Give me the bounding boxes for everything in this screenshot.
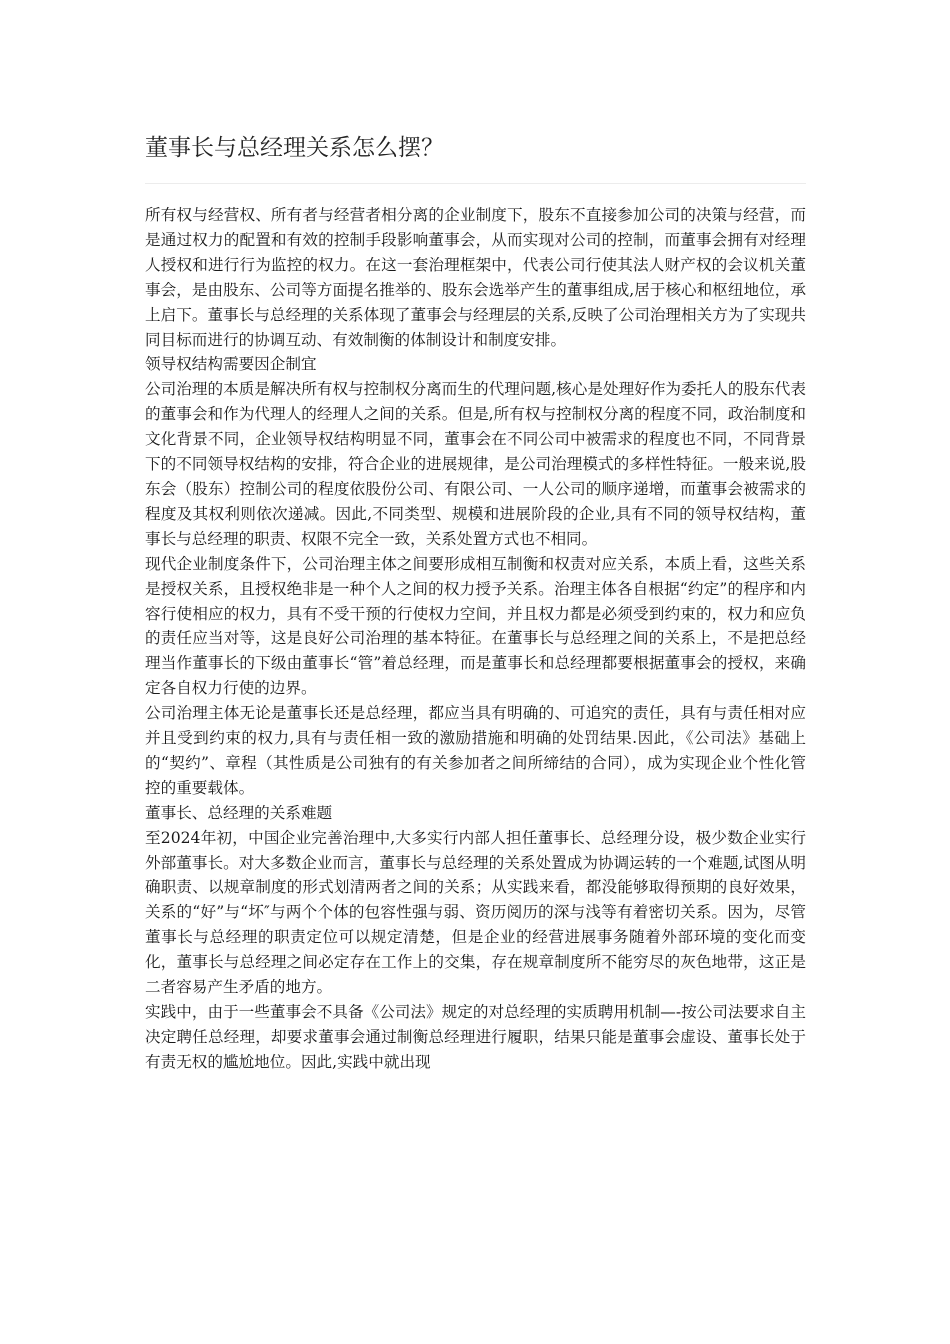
paragraph: 现代企业制度条件下，公司治理主体之间要形成相互制衡和权责对应关系，本质上看，这些关系是授权关系，且授权绝非是一种个人之间的权力授予关系。治理主体各自根据“约定”的程序和内容行使相应的权力，具有不受干预的行使权力空间，并且权力都是必须受到约束的，权力和应负的责任应当对等，这是良好公司治理的基本特征。在董事长与总经理之间的关系上，不是把总经理当作董事长的下级由董事长“管”着总经理，而是董事长和总经理都要根据董事会的授权，来确定各自权力行使的边界。 — [145, 554, 806, 698]
section-heading: 领导权结构需要因企制宜 — [145, 355, 317, 374]
paragraph: 公司治理主体无论是董事长还是总经理，都应当具有明确的、可追究的责任，具有与责任相对应并且受到约束的权力,具有与责任相一致的激励措施和明确的处罚结果.因此，《公司法》基础上的“契约”、章程（其性质是公司独有的有关参加者之间所缔结的合同），成为实现企业个性化管控的重要载体。 — [145, 704, 806, 797]
article-title: 董事长与总经理关系怎么摆？ — [145, 135, 444, 161]
title-divider — [145, 183, 806, 184]
paragraph: 公司治理的本质是解决所有权与控制权分离而生的代理问题,核心是处理好作为委托人的股东代表的董事会和作为代理人的经理人之间的关系。但是,所有权与控制权分离的程度不同，政治制度和文化背景不同，企业领导权结构明显不同，董事会在不同公司中被需求的程度也不同，不同背景下的不同领导权结构的安排，符合企业的进展规律，是公司治理模式的多样性特征。一般来说,股东会（股东）控制公司的程度依股份公司、有限公司、一人公司的顺序递增，而董事会被需求的程度及其权利则依次递减。因此,不同类型、规模和进展阶段的企业,具有不同的领导权结构，董事长与总经理的职责、权限不完全一致，关系处置方式也不相同。 — [145, 380, 806, 548]
paragraph: 至2024年初，中国企业完善治理中,大多实行内部人担任董事长、总经理分设，极少数企业实行外部董事长。对大多数企业而言，董事长与总经理的关系处置成为协调运转的一个难题,试图从明确职责、以规章制度的形式划清两者之间的关系；从实践来看，都没能够取得预期的良好效果，关系的“好”与“坏″与两个个体的包容性强与弱、资历阅历的深与浅等有着密切关系。因为，尽管董事长与总经理的职责定位可以规定清楚，但是企业的经营进展事务随着外部环境的变化而变化，董事长与总经理之间必定存在工作上的交集，存在规章制度所不能穷尽的灰色地带，这正是二者容易产生矛盾的地方。 — [145, 828, 806, 997]
section-heading: 董事长、总经理的关系难题 — [145, 803, 333, 822]
article-body — [145, 203, 806, 1075]
paragraph: 实践中，由于一些董事会不具备《公司法》规定的对总经理的实质聘用机制—-按公司法要求自主决定聘任总经理，却要求董事会通过制衡总经理进行履职，结果只能是董事会虚设、董事长处于有责无权的尴尬地位。因此,实践中就出现 — [145, 1003, 806, 1071]
paragraph: 所有权与经营权、所有者与经营者相分离的企业制度下，股东不直接参加公司的决策与经营，而是通过权力的配置和有效的控制手段影响董事会，从而实现对公司的控制，而董事会拥有对经理人授权和进行行为监控的权力。在这一套治理框架中，代表公司行使其法人财产权的会议机关董事会，是由股东、公司等方面提名推举的、股东会选举产生的董事组成,居于核心和枢纽地位，承上启下。董事长与总经理的关系体现了董事会与经理层的关系,反映了公司治理相关方为了实现共同目标而进行的协调互动、有效制衡的体制设计和制度安排。 — [145, 206, 806, 349]
